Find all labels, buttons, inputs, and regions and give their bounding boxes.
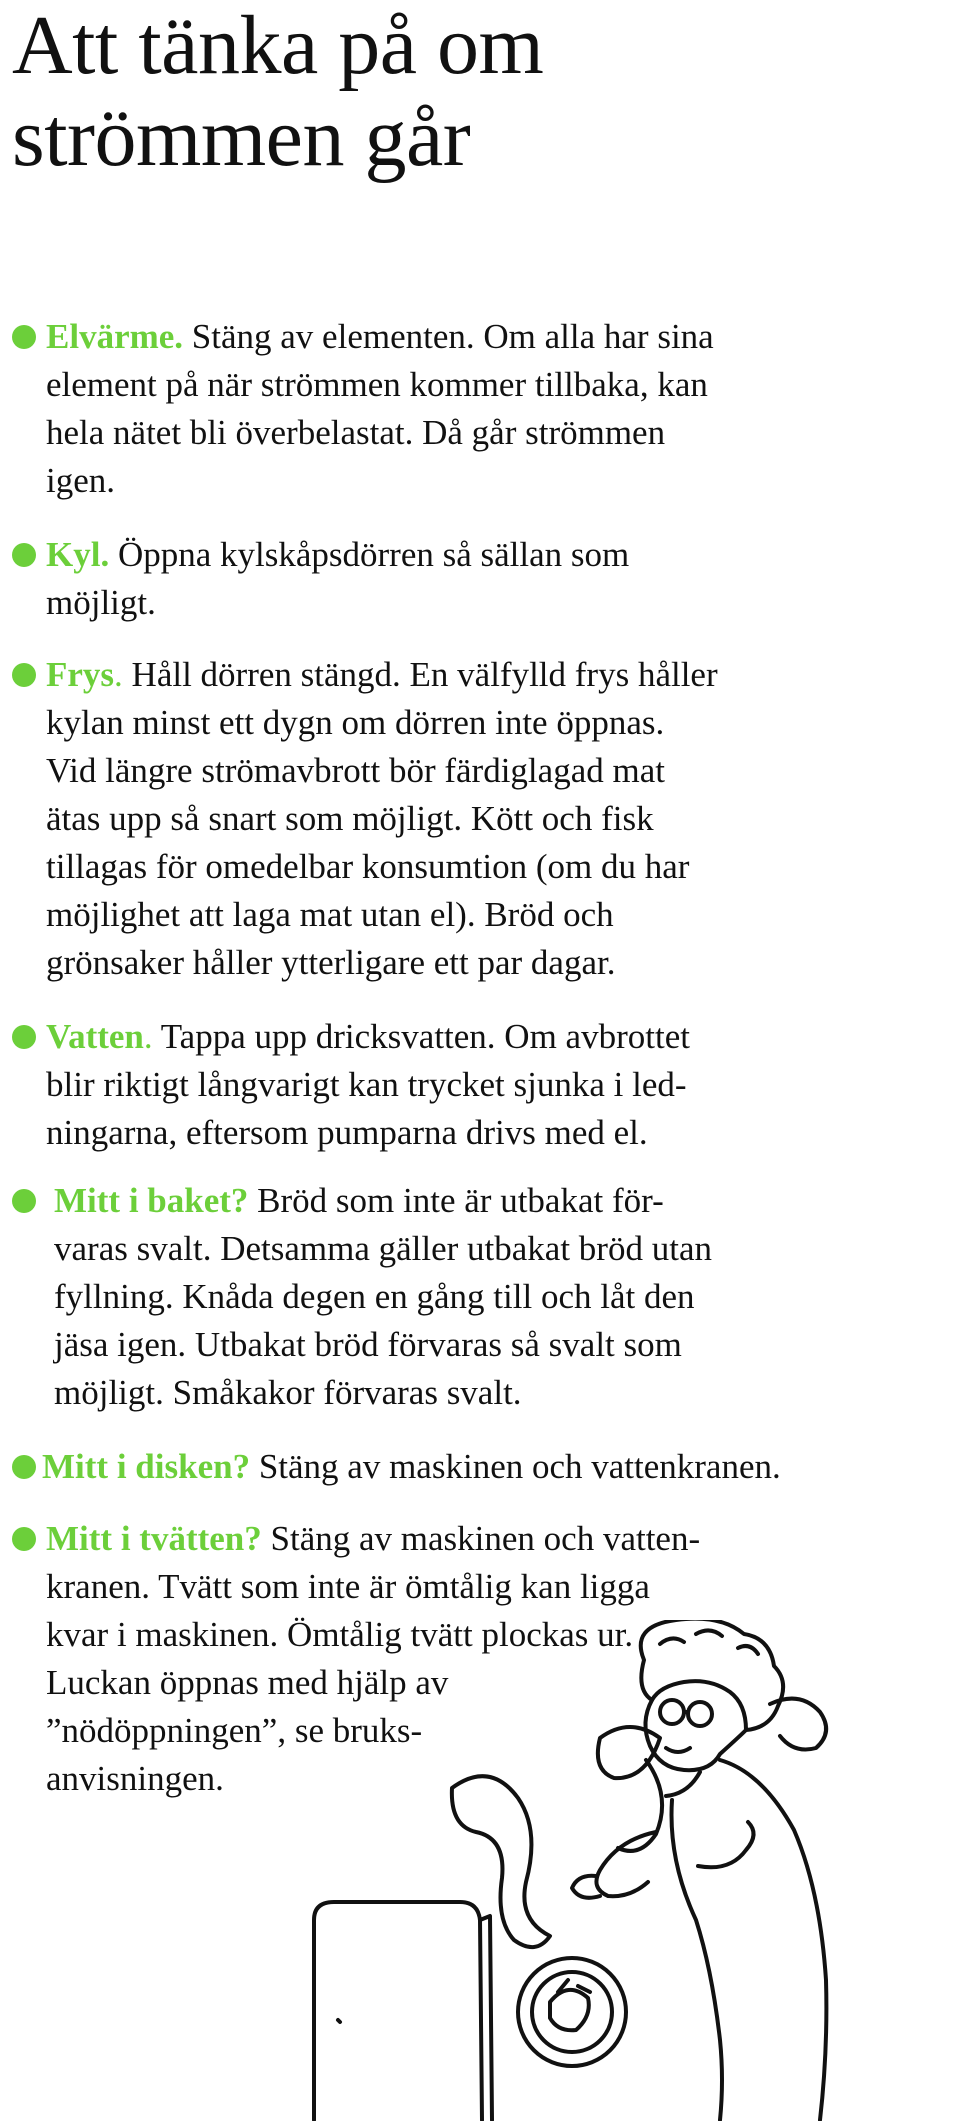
bullet-icon bbox=[12, 1189, 36, 1213]
tip-text: Kyl. Öppna kylskåpsdörren så sällan som möjligt. bbox=[46, 535, 630, 622]
tip-text: Vatten. Tappa upp dricksvatten. Om avbrottet blir riktigt långvarigt kan trycket sjunka i led- ningarna, eftersom pumparna drivs med el. bbox=[46, 1017, 690, 1152]
tip-keyword: Frys bbox=[46, 655, 115, 694]
tip-text: Mitt i baket? Bröd som inte är utbakat för- varas svalt. Detsamma gäller utbakat bröd utan fyllning. Knåda degen en gång till och låt den jäsa igen. Utbakat bröd förvaras så svalt som möjligt. Småkakor förvaras svalt. bbox=[54, 1181, 712, 1412]
tip-keyword: Mitt i disken? bbox=[42, 1447, 251, 1486]
tip-keyword: Mitt i baket? bbox=[54, 1181, 249, 1220]
tip-text: Mitt i disken? Stäng av maskinen och vattenkranen. bbox=[42, 1447, 781, 1486]
tip-keyword: Vatten bbox=[46, 1017, 144, 1056]
laundry-woman-illustration bbox=[300, 1620, 960, 2121]
bullet-icon bbox=[12, 543, 36, 567]
bullet-icon bbox=[12, 1455, 36, 1479]
tip-item-vatten bbox=[12, 1013, 690, 1157]
tip-text: Frys. Håll dörren stängd. En välfylld frys håller kylan minst ett dygn om dörren inte öppnas. Vid längre strömavbrott bör färdiglagad mat ätas upp så snart som möjligt. Kött och fisk tillagas för omedelbar konsumtion (om du har möjlighet att laga mat utan el). Bröd och grönsaker håller ytterligare ett par dagar. bbox=[46, 655, 718, 982]
tip-item-disken bbox=[12, 1443, 781, 1491]
tip-keyword: Mitt i tvätten? bbox=[46, 1519, 262, 1558]
title-line-2: strömmen går bbox=[12, 91, 471, 184]
bullet-icon bbox=[12, 325, 36, 349]
tip-keyword: Elvärme. bbox=[46, 317, 184, 356]
hand-icon bbox=[596, 1832, 656, 1896]
tip-keyword: Kyl. bbox=[46, 535, 110, 574]
washing-machine-door-icon bbox=[518, 1958, 626, 2066]
tip-text: Elvärme. Stäng av elementen. Om alla har sina element på när strömmen kommer tillbaka, kan hela nätet bli överbelastat. Då går strömmen igen. bbox=[46, 317, 714, 500]
tip-item-elvarme bbox=[12, 313, 714, 505]
page-title bbox=[12, 0, 543, 184]
tip-item-baket bbox=[12, 1177, 712, 1417]
woman-body-icon bbox=[666, 1760, 826, 2120]
tip-item-kyl bbox=[12, 531, 629, 627]
bullet-icon bbox=[12, 1527, 36, 1551]
tip-item-frys bbox=[12, 651, 718, 987]
bullet-icon bbox=[12, 1025, 36, 1049]
bullet-icon bbox=[12, 663, 36, 687]
tip-text: Mitt i tvätten? Stäng av maskinen och vatten- kranen. Tvätt som inte är ömtålig kan ligga kvar i maskinen. Ömtålig tvätt plockas ur. Luckan öppnas med hjälp av ”nödöppningen”, se bruks- anvisningen. bbox=[46, 1519, 701, 1798]
glasses-icon bbox=[660, 1700, 684, 1724]
laundry-icon bbox=[452, 1776, 550, 1947]
washing-machine-icon bbox=[314, 1902, 482, 2120]
title-line-1: Att tänka på om bbox=[12, 0, 544, 92]
